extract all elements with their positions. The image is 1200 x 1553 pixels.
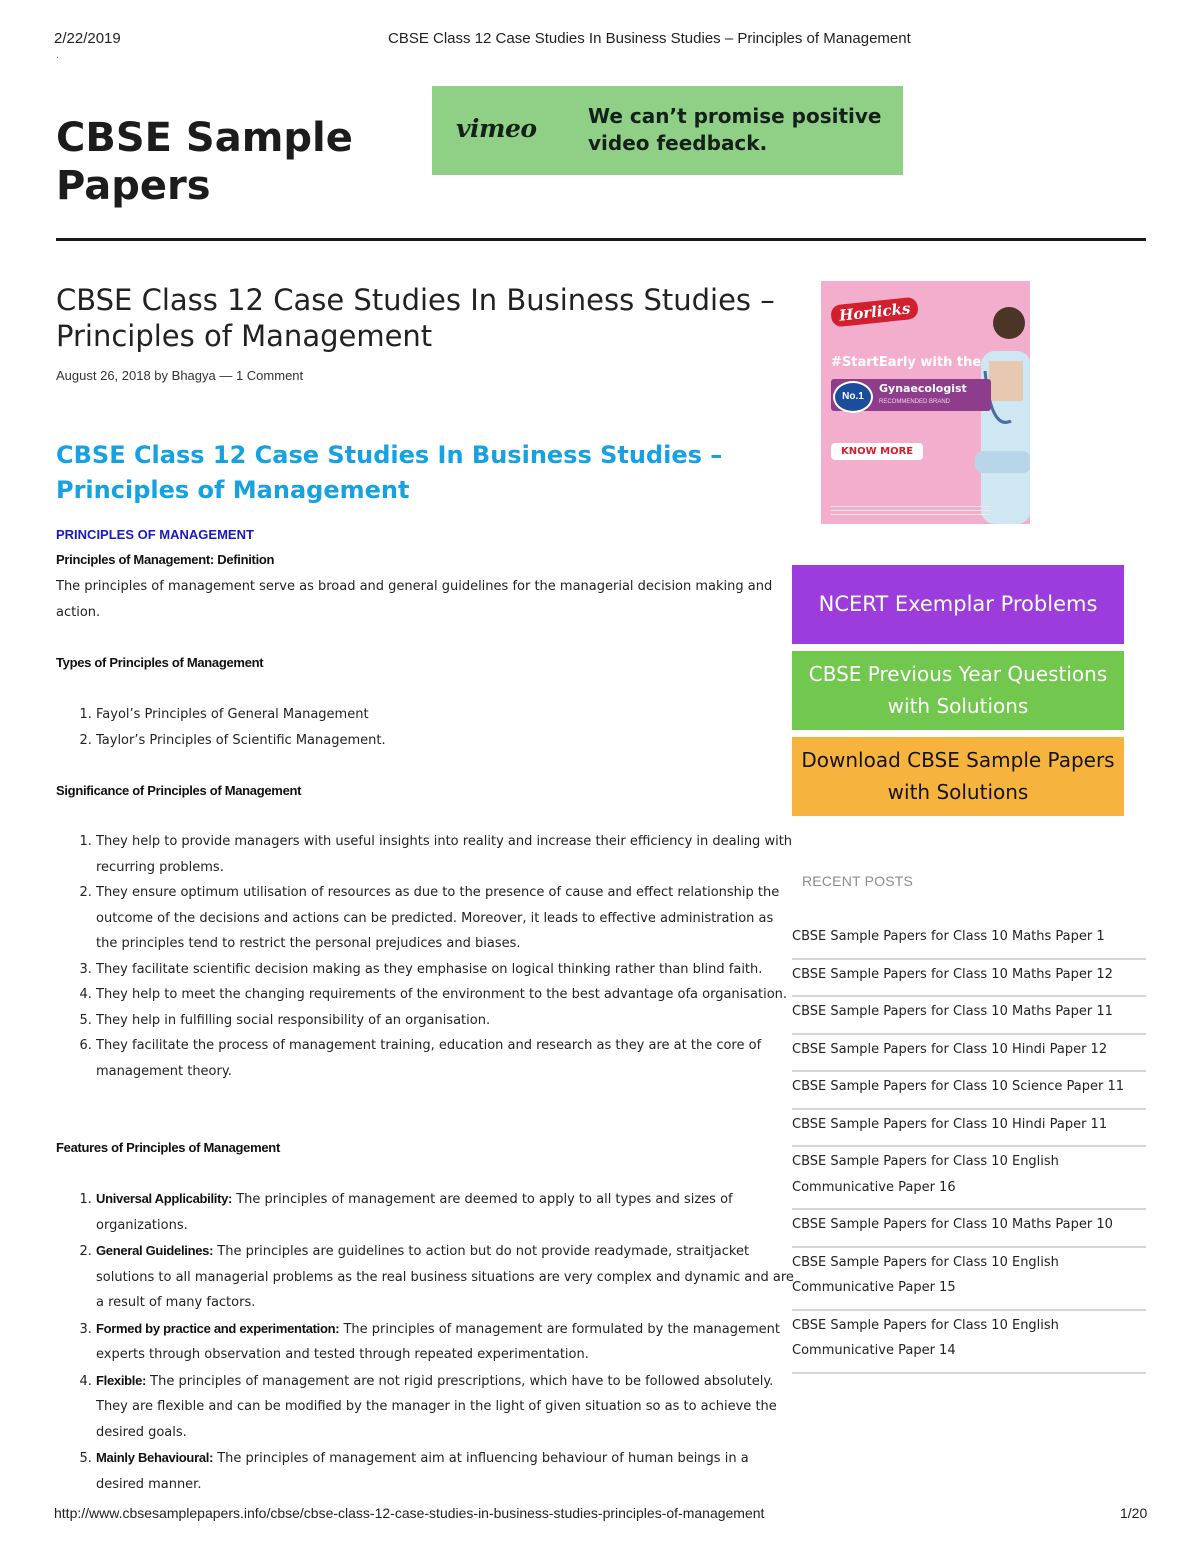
recent-post-link[interactable]: CBSE Sample Papers for Class 10 Maths Paper 12 <box>792 960 1146 998</box>
feature-text: The principles are guidelines to action but do not provide readymade, straitjacket solutions to all managerial problems as the real business situations are very complex and dynamic and are a result of many factors. <box>96 1244 794 1310</box>
site-logo[interactable]: CBSE Sample Papers <box>56 115 353 209</box>
print-title: CBSE Class 12 Case Studies In Business Studies – Principles of Management <box>388 30 911 47</box>
horlicks-fine-print <box>831 503 991 515</box>
print-dot: . <box>56 50 59 61</box>
article-heading: CBSE Class 12 Case Studies In Business Studies – Principles of Management <box>56 441 723 504</box>
horlicks-ad-banner[interactable] <box>821 281 1030 524</box>
recent-post-link[interactable]: CBSE Sample Papers for Class 10 English Communicative Paper 15 <box>792 1248 1146 1311</box>
list-item <box>96 1186 796 1238</box>
list-item: 3. They facilitate scientific decision making as they emphasise on logical thinking rather than blind faith. <box>96 957 796 983</box>
horlicks-badge-text: Gynaecologist <box>879 382 967 395</box>
definition-heading: Principles of Management: Definition <box>56 552 275 567</box>
feature-term: Mainly Behavioural: <box>96 1450 214 1465</box>
features-list <box>56 1186 796 1497</box>
feature-text: The principles of management are not rigid prescriptions, which have to be followed absolutely. They are flexible and can be modified by the manager in the light of given situation so as to achieve the desired goals. <box>96 1373 777 1440</box>
vimeo-ad-banner[interactable] <box>432 86 903 175</box>
feature-text: The principles of management are formulated by the management experts through observation and tested through repeated experimentation. <box>96 1321 780 1362</box>
print-page-number: 1/20 <box>1120 1505 1148 1521</box>
section-label: PRINCIPLES OF MANAGEMENT <box>56 527 254 542</box>
list-item: 1. They help to provide managers with useful insights into reality and increase their efficiency in dealing with recurring problems. <box>96 829 796 880</box>
list-item: 1. Fayol’s Principles of General Management <box>96 702 796 728</box>
header-divider <box>56 238 1146 241</box>
vimeo-ad-tagline: We can’t promise positive video feedback. <box>588 104 882 155</box>
recent-post-link[interactable]: CBSE Sample Papers for Class 10 Hindi Paper 12 <box>792 1035 1146 1073</box>
doctor-illustration-icon <box>971 301 1030 524</box>
ncert-exemplar-button[interactable]: NCERT Exemplar Problems <box>792 565 1124 644</box>
list-item: 4. They help to meet the changing requirements of the environment to the best advantage ofa organisation. <box>96 982 796 1008</box>
recent-posts-heading: RECENT POSTS <box>802 873 914 889</box>
recent-post-link[interactable]: CBSE Sample Papers for Class 10 Hindi Paper 11 <box>792 1110 1146 1148</box>
horlicks-hashtag: #StartEarly with the <box>831 355 982 370</box>
download-sample-papers-button[interactable]: Download CBSE Sample Papers with Solutions <box>792 737 1124 816</box>
list-item <box>96 1238 796 1316</box>
horlicks-logo: Horlicks <box>830 296 919 327</box>
list-item: 2. Taylor’s Principles of Scientific Management. <box>96 728 796 754</box>
list-item: 2. They ensure optimum utilisation of resources as due to the presence of cause and effect relationship the outcome of the decisions and actions can be predicted. Moreover, it leads to effective administration as the principles tend to restrict the personal prejudices and biases. <box>96 880 796 957</box>
types-heading: Types of Principles of Management <box>56 655 264 670</box>
post-title: CBSE Class 12 Case Studies In Business Studies – Principles of Management <box>56 283 775 353</box>
list-item <box>96 1368 796 1446</box>
types-list <box>56 702 796 753</box>
feature-term: Universal Applicability: <box>96 1191 233 1206</box>
print-date: 2/22/2019 <box>54 30 121 47</box>
feature-term: General Guidelines: <box>96 1243 214 1258</box>
feature-text: The principles of management aim at influencing behaviour of human beings in a desired manner. <box>96 1451 749 1492</box>
list-item: 5. They help in fulfilling social responsibility of an organisation. <box>96 1008 796 1034</box>
horlicks-badge-subtext: RECOMMENDED BRAND <box>879 399 951 405</box>
list-item <box>96 1445 796 1497</box>
feature-term: Formed by practice and experimentation: <box>96 1320 340 1336</box>
list-item <box>96 1316 796 1368</box>
list-item: 6. They facilitate the process of management training, education and research as they are at the core of management theory. <box>96 1033 796 1084</box>
recent-posts-list <box>792 922 1146 1374</box>
features-heading: Features of Principles of Management <box>56 1140 280 1155</box>
recent-post-link[interactable]: CBSE Sample Papers for Class 10 Maths Paper 1 <box>792 922 1146 960</box>
recent-post-link[interactable]: CBSE Sample Papers for Class 10 English Communicative Paper 16 <box>792 1147 1146 1210</box>
recent-post-link[interactable]: CBSE Sample Papers for Class 10 Science Paper 11 <box>792 1072 1146 1110</box>
vimeo-logo: vimeo <box>456 114 537 143</box>
horlicks-know-more-button[interactable]: KNOW MORE <box>831 443 923 460</box>
feature-text: The principles of management are deemed to apply to all types and sizes of organizations. <box>96 1192 733 1233</box>
previous-year-questions-button[interactable]: CBSE Previous Year Questions with Solutions <box>792 651 1124 730</box>
recent-post-link[interactable]: CBSE Sample Papers for Class 10 English Communicative Paper 14 <box>792 1311 1146 1374</box>
post-meta: August 26, 2018 by Bhagya — 1 Comment <box>56 368 304 383</box>
definition-text: The principles of management serve as broad and general guidelines for the managerial decision making and action. <box>56 579 773 620</box>
recent-post-link[interactable]: CBSE Sample Papers for Class 10 Maths Paper 10 <box>792 1210 1146 1248</box>
no1-badge-icon: No.1 <box>833 381 873 413</box>
print-url: http://www.cbsesamplepapers.info/cbse/cbse-class-12-case-studies-in-business-studies-principles-of-management <box>54 1505 765 1521</box>
recent-post-link[interactable]: CBSE Sample Papers for Class 10 Maths Paper 11 <box>792 997 1146 1035</box>
feature-term: Flexible: <box>96 1372 147 1388</box>
significance-heading: Significance of Principles of Management <box>56 783 302 798</box>
significance-list <box>56 829 796 1084</box>
